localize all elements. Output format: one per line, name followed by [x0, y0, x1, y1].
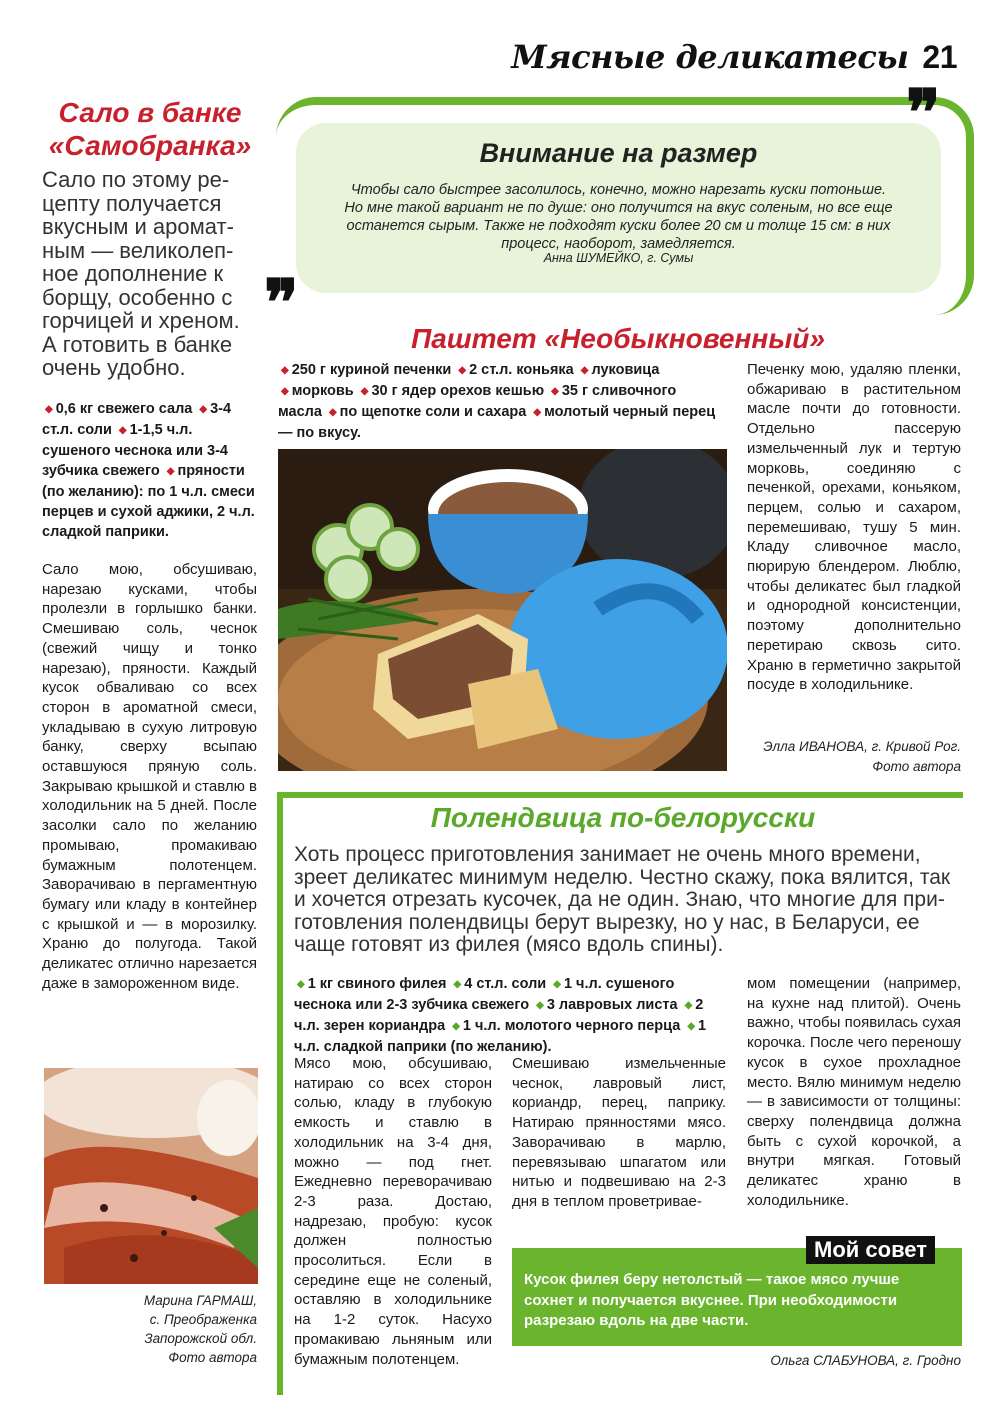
- advice-label: Мой совет: [806, 1236, 935, 1264]
- ingredient-item: 35 г сливочного масла: [278, 383, 677, 420]
- salo-author-line-3: Фото автора: [168, 1350, 257, 1365]
- bullet-icon: ◆: [687, 1021, 696, 1032]
- salo-author-line-1: с. Преображенка: [149, 1312, 257, 1327]
- ingredient-item: 0,6 кг свежего сала: [55, 401, 197, 417]
- bullet-icon: ◆: [533, 407, 542, 418]
- salo-photo-image: [44, 1068, 258, 1284]
- polendvica-lead-line-1: зреет деликатес минимум неделю. Честно скажу, пока вялится, так: [294, 865, 951, 889]
- salo-lead-line-3: ным — великолеп-: [42, 237, 234, 263]
- attention-title: Внимание на размер: [479, 138, 758, 168]
- bullet-icon: ◆: [281, 365, 289, 376]
- salo-lead-line-6: горчицей и хреном.: [42, 308, 240, 333]
- ingredient-item: 1 ч.л. сладкой паприки (по желанию).: [294, 1018, 707, 1055]
- bullet-icon: ◆: [166, 466, 175, 477]
- ingredient-item: 1-1,5 ч.л. сушеного чеснока или 3-4 зубчика свежего: [42, 422, 228, 479]
- salo-ingredients: [42, 399, 262, 542]
- salo-lead-line-4: ное дополнение к: [42, 261, 224, 286]
- polendvica-lead-line-2: и хочется отрезать кусочек, да не один. Знаю, что многие для при-: [294, 888, 945, 911]
- bullet-icon: ◆: [328, 407, 337, 418]
- ingredient-item: 1 кг свиного филея: [307, 976, 451, 992]
- ingredient-item: 250 г куриной печенки: [291, 362, 456, 378]
- divider-left: [277, 792, 283, 1395]
- polendvica-title: Полендвица по-белорусски: [430, 802, 816, 833]
- salo-lead-line-1: цепту получается: [42, 190, 222, 216]
- pate-photo: [278, 449, 727, 771]
- attention-line-3: процесс, наоборот, замедляется.: [501, 236, 736, 252]
- salo-lead: [42, 168, 262, 380]
- bullet-icon: ◆: [452, 1021, 460, 1032]
- polendvica-col2: Смешиваю измельченные чеснок, лавровый лист, кориандр, перец, паприку. Натираю прянностями мясо. Заворачиваю в марлю, перевязываю шпагатом или нитью и подвешиваю на 2-3 дня в теплом проветривае-: [512, 1055, 726, 1210]
- salo-author-line-2: Запорожской обл.: [144, 1331, 257, 1346]
- attention-line-2: останется сырым. Также не подходят куски более 20 см и толще 15 см: в них: [346, 218, 891, 234]
- ingredient-item: 4 ст.л. соли: [464, 976, 551, 992]
- polendvica-ingredients: [294, 974, 724, 1057]
- attention-line-0: Чтобы сало быстрее засолилось, конечно, можно нарезать куски потоньше.: [350, 182, 887, 198]
- pate-author: Элла ИВАНОВА, г. Кривой Рог.: [763, 739, 961, 754]
- salo-title-line2: «Самобранка»: [48, 130, 252, 161]
- bullet-icon: ◆: [281, 386, 289, 397]
- ingredient-item: 3 лавровых листа: [546, 997, 682, 1013]
- quote-close-icon: ❞: [264, 266, 299, 341]
- polendvica-lead-line-0: Хоть процесс приготовления занимает не очень много времени,: [294, 843, 921, 866]
- salo-photo: [44, 1068, 258, 1284]
- polendvica-col3: мом помещении (например, на кухне над плитой). Очень важно, чтобы появилась сухая корочка. После чего переношу кусок в сухое прохладное место. Вялю минимум неделю — в зависимости от толщины: сверху полендвица должна быть с сухой корочкой, а внутри мягкая. Готовый деликатес храню в холодильнике.: [747, 975, 961, 1209]
- salo-lead-line-2: вкусным и аромат-: [42, 214, 234, 239]
- bullet-icon: ◆: [684, 1000, 693, 1011]
- bullet-icon: ◆: [453, 979, 462, 990]
- bullet-icon: ◆: [45, 404, 53, 415]
- bullet-icon: ◆: [580, 365, 589, 376]
- bullet-icon: ◆: [360, 386, 369, 397]
- attention-text: [310, 181, 927, 253]
- ingredient-item: пряности (по желанию): по 1 ч.л. смеси перцев и сухой аджики, 2 ч.л. сладкой паприки.: [42, 463, 255, 540]
- salo-text: Сало мою, обсушиваю, нарезаю кусками, чтобы пролезли в горлышко банки. Смешиваю соль, чеснок (свежий чищу и тонко нарезаю), пряности. Каждый кусок обваливаю со всех сторон в ароматной смеси, укладываю в сухую литровую банку, сверху всыпаю оставшуюся пряную соль. Закрываю крышкой и ставлю в холодильник на 5 дней. После засолки сало по желанию промываю, промакиваю бумажным полотенцем. Заворачиваю в пергаментную бумагу или кладу в контейнер с крышкой и — в морозилку. Храню до полугода. Такой деликатес отлично нарезается даже в замороженном виде.: [42, 561, 257, 992]
- ingredient-item: 30 г ядер орехов кешью: [371, 383, 549, 399]
- ingredient-item: 1 ч.л. молотого черного перца: [462, 1018, 685, 1034]
- ingredient-item: молотый черный перец — по вкусу.: [278, 404, 716, 441]
- salo-author-line-0: Марина ГАРМАШ,: [143, 1293, 257, 1308]
- pate-text: Печенку мою, удаляю пленки, обжариваю в растительном масле почти до готовности. Отдельно пассерую измельченный лук и тертую морковь, соединяю с печенкой, орехами, коньяком, перцем, солью и сахаром, перемешиваю, тушу 5 мин. Кладу сливочное масло, пюрирую блендером. Люблю, чтобы деликатес был гладкой и однородной консистенции, поэтому дополнительно перетираю сквозь сито. Храню в герметично закрытой посуде в холодильнике.: [747, 361, 961, 694]
- ingredient-item: луковица: [591, 362, 660, 378]
- bullet-icon: ◆: [553, 979, 561, 990]
- ingredient-item: 3-4 ст.л. соли: [42, 401, 232, 438]
- salo-lead-line-5: борщу, особенно с: [42, 284, 233, 310]
- salo-lead-line-7: А готовить в банке: [42, 331, 233, 357]
- pate-ingredients: [278, 360, 718, 443]
- bullet-icon: ◆: [118, 425, 127, 436]
- pate-photo-image: [278, 449, 727, 771]
- bullet-icon: ◆: [551, 386, 559, 397]
- salo-title-line1: Сало в банке: [58, 97, 242, 128]
- attention-line-1: Но мне такой вариант не по душе: оно получится на вкус соленым, но все еще: [344, 200, 893, 216]
- salo-title: [40, 96, 260, 162]
- page-number: 21: [922, 39, 957, 75]
- salo-lead-line-0: Сало по этому ре-: [42, 167, 230, 192]
- polendvica-lead-line-4: чаще готовят из филея (мясо вдоль спины).: [294, 933, 724, 956]
- polendvica-author: Ольга СЛАБУНОВА, г. Гродно: [770, 1353, 961, 1368]
- page-header: [511, 38, 957, 76]
- bullet-icon: ◆: [199, 404, 208, 415]
- salo-lead-line-8: очень удобно.: [42, 355, 186, 380]
- bullet-icon: ◆: [297, 979, 305, 990]
- divider-top: [277, 792, 963, 798]
- polendvica-col1: Мясо мою, обсушиваю, натираю со всех сторон солью, кладу в глубокую емкость и ставлю в холодильник на 3-4 дня, можно — под гнет. Ежедневно переворачиваю 2-3 раза. Достаю, надрезаю, пробую: кусок должен полностью просолиться. Если в середине еще не соленый, оставляю в холодильнике на 1-2 суток. Насухо промакиваю льняным или бумажным полотенцем.: [294, 1055, 492, 1368]
- polendvica-lead: [294, 844, 964, 957]
- pate-photo-credit: Фото автора: [872, 759, 961, 774]
- bullet-icon: ◆: [536, 1000, 544, 1011]
- attention-author: Анна ШУМЕЙКО, г. Сумы: [543, 251, 694, 265]
- advice-text: Кусок филея беру нетолстый — такое мясо лучше сохнет и получается вкуснее. При необходимости разрезаю вдоль на две части.: [524, 1271, 900, 1329]
- ingredient-item: по щепотке соли и сахара: [339, 404, 531, 420]
- polendvica-lead-line-3: готовления полендвицы берут вырезку, но у нас, в Беларуси, ее: [294, 910, 920, 934]
- pate-title: Паштет «Необыкновенный»: [411, 323, 825, 354]
- bullet-icon: ◆: [458, 365, 467, 376]
- ingredient-item: 2 ч.л. зерен кориандра: [294, 997, 704, 1034]
- quote-open-icon: ❞: [906, 76, 941, 151]
- ingredient-item: 2 ст.л. коньяка: [469, 362, 578, 378]
- section-title: Мясные деликатесы: [511, 38, 909, 76]
- ingredient-item: 1 ч.л. сушеного чеснока или 2-3 зубчика свежего: [294, 976, 675, 1013]
- salo-author: [100, 1291, 257, 1367]
- ingredient-item: морковь: [291, 383, 358, 399]
